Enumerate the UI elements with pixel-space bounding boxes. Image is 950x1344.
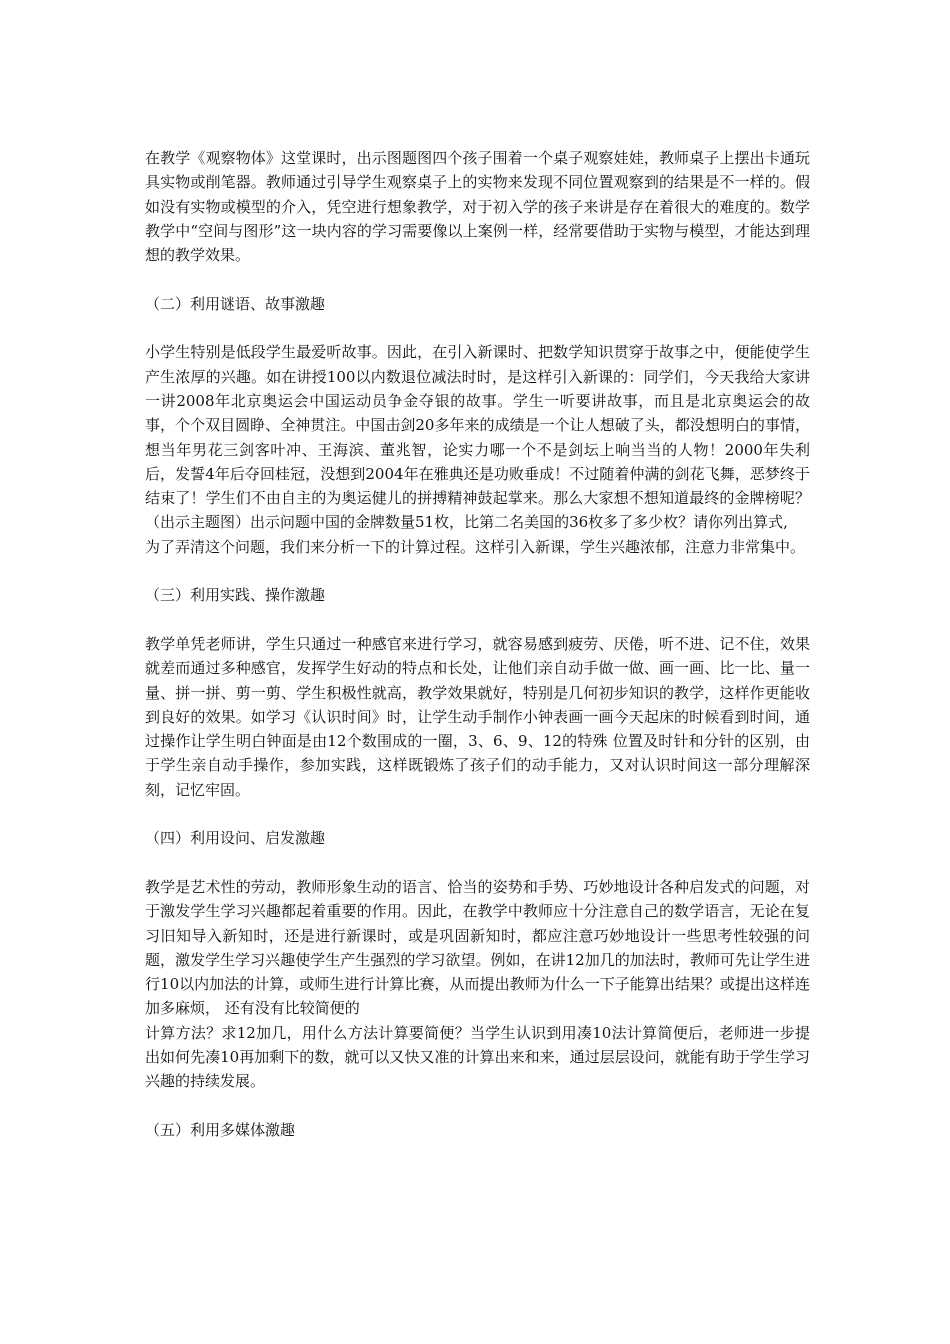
paragraph-gap xyxy=(145,316,810,340)
section-heading-3: （三）利用实践、操作激趣 xyxy=(145,586,326,605)
section-4-paragraph-continued: 计算方法？求12加几，用什么方法计算要简便？当学生认识到用凑10法计算简便后，老师进一步提出如何先凑10再加剩下的数，就可以又快又准的计算出来和来，通过层层设问，就能有助于学生学习兴趣的持续发展。 xyxy=(145,1023,810,1091)
paragraph-gap xyxy=(145,802,810,826)
section-4-paragraph: 教学是艺术性的劳动，教师形象生动的语言、恰当的姿势和手势、巧妙地设计各种启发式的问题，对于激发学生学习兴趣都起着重要的作用。因此，在教学中教师应十分注意自己的数学语言，无论在复习旧知导入新知时，还是进行新课时，或是巩固新知时，都应注意巧妙地设计一些思考性较强的问题，激发学生学习兴趣使学生产生强烈的学习欲望。例如，在讲12加几的加法时，教师可先让学生进行10以内加法的计算，或师生进行计算比赛，从而提出教师为什么一下子能算出结果？或提出这样连加多麻烦， 还有没有比较简便的 xyxy=(145,877,810,1018)
section-3-paragraph: 教学单凭老师讲，学生只通过一种感官来进行学习，就容易感到疲劳、厌倦，听不进、记不住，效果就差而通过多种感官，发挥学生好动的特点和长处，让他们亲自动手做一做、画一画、比一比、量一量、拼一拼、剪一剪、学生积极性就高，教学效果就好，特别是几何初步知识的教学，这样作更能收到良好的效果。如学习《认识时间》时，让学生动手制作小钟表画一画今天起床的时候看到时间，通过操作让学生明白钟面是由12个数围成的一圈，3、6、9、12的特殊 位置及时针和分针的区别，由于学生亲自动手操作，参加实践，这样既锻炼了孩子们的动手能力，又对认识时间这一部分理解深刻，记忆牢固。 xyxy=(145,634,810,799)
paragraph-gap xyxy=(145,559,810,583)
document-body xyxy=(145,146,810,1142)
section-2-paragraph: 小学生特别是低段学生最爱听故事。因此，在引入新课时、把数学知识贯穿于故事之中，便能使学生产生浓厚的兴趣。如在讲授100以内数退位减法时时，是这样引入新课的：同学们，今天我给大家讲一讲2008年北京奥运会中国运动员争金夺银的故事。学生一听要讲故事，而且是北京奥运会的故事，个个双目圆睁、全神贯注。中国击剑20多年来的成绩是一个让人想破了头，都没想明白的事情，想当年男花三剑客叶冲、王海滨、董兆智，论实力哪一个不是剑坛上响当当的人物！2000年失利后，发誓4年后夺回桂冠，没想到2004年在雅典还是功败垂成！不过随着仲满的剑花飞舞，恶梦终于结束了！学生们不由自主的为奥运健儿的拼搏精神鼓起掌来。那么大家想不想知道最终的金牌榜呢？（出示主题图）出示问题中国的金牌数量51枚，比第二名美国的36枚多了多少枚？请你列出算式, xyxy=(145,343,810,532)
section-heading-2: （二）利用谜语、故事激趣 xyxy=(145,294,326,313)
paragraph-gap xyxy=(145,851,810,875)
paragraph-gap xyxy=(145,608,810,632)
section-2-paragraph-continued: 为了弄清这个问题，我们来分析一下的计算过程。这样引入新课，学生兴趣浓郁，注意力非常集中。 xyxy=(145,537,806,556)
intro-paragraph: 在教学《观察物体》这堂课时，出示图题图四个孩子围着一个桌子观察娃娃，教师桌子上摆出卡通玩具实物或削笔器。教师通过引导学生观察桌子上的实物来发现不同位置观察到的结果是不一样的。假如没有实物或模型的介入，凭空进行想象教学，对于初入学的孩子来讲是存在着很大的难度的。数学教学中“空间与图形”这一块内容的学习需要像以上案例一样，经常要借助于实物与模型，才能达到理想的教学效果。 xyxy=(145,149,810,265)
section-heading-4: （四）利用设问、启发激趣 xyxy=(145,829,326,848)
section-heading-5: （五）利用多媒体激趣 xyxy=(145,1120,296,1139)
paragraph-gap xyxy=(145,267,810,291)
paragraph-gap xyxy=(145,1094,810,1118)
